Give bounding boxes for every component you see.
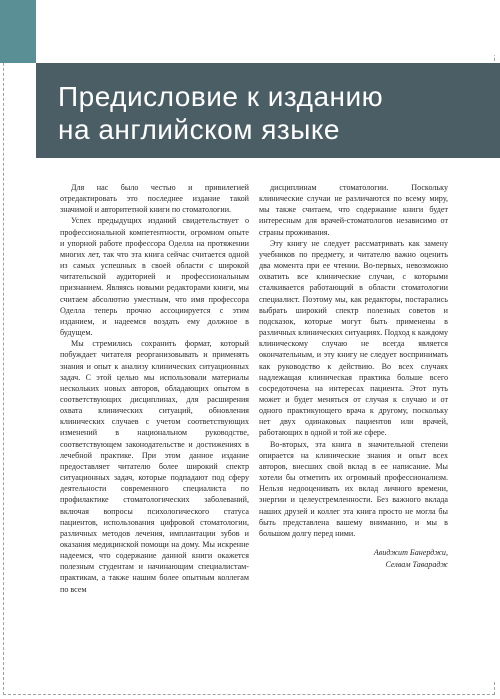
teal-accent-band (0, 0, 36, 63)
paragraph: Мы стремились сохранить формат, который побуждает читателя реорганизовывать и применять знания и опыт к анализу клинических ситуационных задач. С этой целью мы использовали материалы нескольких новых авторов, обладающих опытом в соответствующих дисциплинах, для расширения охвата клинических ситуаций, обновления клинических случаев с учетом соответствующих изменений в национальном руководстве, соответствующем законодательстве и достижениях в лечебной практике. При этом данное издание предоставляет читателю более широкий спектр ситуационных задач, которые подпадают под сферу деятельности современного специалиста по профилактике стоматологических заболеваний, включая вопросы психологического статуса пациентов, использования цифровой стоматологии, различных методов лечения, имплантации зубов и оказания медицинской помощи на дому. Мы искренне надеемся, что содержание данной книги окажется полезным студентам и начинающим специалистам-практикам, а также нашим более опытным коллегам по всем (60, 339, 249, 594)
signature-line-2: Селвам Таварадж (385, 559, 448, 569)
right-text-column (259, 182, 448, 570)
page-title-line-1: Предисловие к изданию (58, 81, 384, 112)
paragraph: Для нас было честью и привилегией отредактировать это последнее издание такой значимой и авторитетной книги по стоматологии. (60, 183, 249, 215)
left-text-column (60, 182, 249, 595)
page-title-line-2: на английском языке (58, 114, 340, 145)
top-strip (36, 0, 500, 55)
paragraph: Во-вторых, эта книга в значительной степени опирается на клинические знания и опыт всех авторов, внесших свой вклад в ее написание. Мы хотели бы отметить их огромный профессионализм. Нельзя недооценивать их вклад личного времени, энергии и целеустремленности. Без важного вклада наших друзей и коллег эта книга просто не могла бы быть представлена вашему вниманию, и мы в большом долгу перед ними. (259, 439, 448, 538)
page-title (58, 80, 478, 146)
paragraph: Успех предыдущих изданий свидетельствует о профессиональной компетентности, огромном опыте и упорной работе профессора Оделла на протяжении многих лет, так что эта книга сейчас считается одной из самых успешных в своей области с широкой читательской аудиторией и профессиональным признанием. Являясь новыми редакторами книги, мы считаем абсолютно уместным, что имя профессора Оделла теперь прочно ассоциируется с этим изданием, и надеемся воздать ему должное в будущем. (60, 216, 249, 338)
signature (259, 547, 448, 570)
paragraph: дисциплинам стоматологии. Поскольку клинические случаи не различаются по всему миру, мы также считаем, что содержание книги будет интересным для врачей-стоматологов независимо от страны проживания. (259, 183, 448, 237)
signature-line-1: Авиджит Банерджи, (373, 548, 448, 557)
paragraph: Эту книгу не следует рассматривать как замену учебников по предмету, и читателю важно оценить два момента при ее чтении. Во-первых, невозможно охватить все клинические случаи, с которыми сталкивается работающий в области стоматологии специалист. Поэтому мы, как редакторы, постарались выбрать широкий спектр полезных советов и подсказок, которые могут быть применены в различных клинических ситуациях. Подход к каждому клиническому случаю не всегда является окончательным, и эту книгу не следует воспринимать как руководство к действию. Во всех случаях надлежащая клиническая практика больше всего сосредоточена на интересах пациента. Этот путь может и будет меняться от случая к случаю и от одного практикующего врача к другому, поскольку нет двух одинаковых пациентов или врачей, работающих в одной и той же сфере. (259, 238, 448, 438)
